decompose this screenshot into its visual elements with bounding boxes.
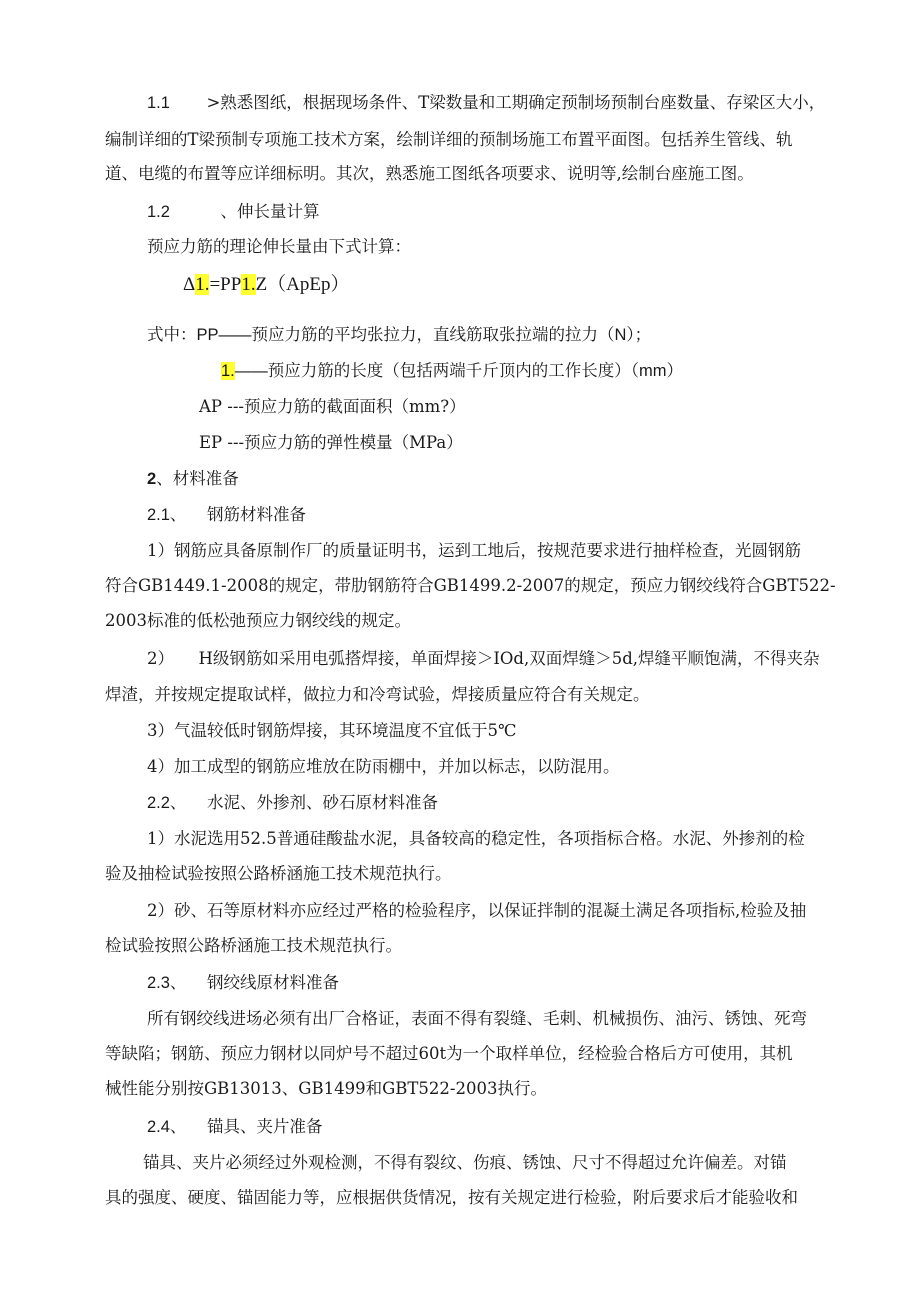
definition-text: PP——预应力筋的平均张拉力，直线筋取张拉端的拉力（N）； (196, 326, 652, 344)
definition-l (221, 360, 683, 382)
paragraph-2-2-1-line-2: 验及抽检试验按照公路桥涵施工技术规范执行。 (105, 864, 452, 883)
section-1-1-line-2: 编制详细的T梁预制专项施工技术方案，绘制详细的预制场施工布置平面图。包括养生管线、轨 (105, 130, 793, 149)
paragraph-2-1-2-line-2: 焊渣，并按规定提取试样，做拉力和冷弯试验，焊接质量应符合有关规定。 (105, 685, 650, 704)
paragraph-2-1-4: 4）加工成型的钢筋应堆放在防雨棚中，并加以标志，以防混用。 (147, 757, 620, 776)
paragraph-2-1-1-line-2: 符合GB1449.1-2008的规定，带肋钢筋符合GB1499.2-2007的规定，预应力钢绞线符合GBT522- (105, 576, 836, 595)
paragraph-2-2-1-line-1: 1）水泥选用52.5普通硅酸盐水泥，具备较高的稳定性，各项指标合格。水泥、外掺剂的检 (147, 829, 805, 848)
paragraph-2-1-3: 3）气温较低时钢筋焊接，其环境温度不宜低于5℃ (147, 721, 517, 740)
paragraph-2-1-1-line-1: 1）钢筋应具备原制作厂的质量证明书，运到工地后，按规范要求进行抽样检查，光圆钢筋 (147, 541, 801, 560)
paragraph-text: >熟悉图纸，根据现场条件、T梁数量和工期确定预制场预制台座数量、存梁区大小， (206, 93, 826, 112)
section-number: 1.2 (147, 203, 170, 221)
section-number: 2.2、 (147, 794, 187, 812)
formula-intro: 预应力筋的理论伸长量由下式计算： (147, 237, 411, 256)
section-number: 2.4、 (147, 1118, 187, 1136)
formula-part: Z（ApEp） (255, 274, 350, 295)
section-2-2-heading (147, 792, 438, 814)
section-2-3-heading (147, 972, 339, 994)
delta-symbol: Δ (183, 274, 196, 295)
highlighted-term: 1. (221, 362, 235, 380)
highlighted-term: 1. (195, 274, 210, 295)
formula-part: =PP (209, 274, 242, 295)
paragraph-2-1-2-line-1 (147, 648, 820, 670)
section-title: 钢筋材料准备 (206, 505, 306, 524)
elongation-formula (183, 274, 350, 296)
paragraph-2-4-line-1: 锚具、夹片必须经过外观检测，不得有裂纹、伤痕、锈蚀、尺寸不得超过允许偏差。对锚 (143, 1153, 787, 1172)
section-number: 1.1 (147, 94, 170, 112)
paragraph-2-3-line-1: 所有钢绞线进场必须有出厂合格证，表面不得有裂缝、毛刺、机械损伤、油污、锈蚀、死弯 (147, 1009, 807, 1028)
section-2-heading (147, 468, 239, 490)
definition-pp (147, 324, 651, 346)
definition-ap: AP ---预应力筋的截面面积（mm?） (199, 397, 466, 416)
section-number: 2.3、 (147, 974, 187, 992)
section-1-1-line-3: 道、电缆的布置等应详细标明。其次，熟悉施工图纸各项要求、说明等,绘制台座施工图。 (105, 164, 754, 183)
definition-text: ——预应力筋的长度（包括两端千斤顶内的工作长度）（mm） (234, 362, 684, 380)
section-title: 钢绞线原材料准备 (206, 973, 339, 992)
section-2-1-heading (147, 504, 306, 526)
highlighted-term: 1. (241, 274, 256, 295)
section-title: 水泥、外掺剂、砂石原材料准备 (206, 793, 438, 812)
paragraph-2-1-1-line-3: 2003标准的低松弛预应力钢绞线的规定。 (105, 611, 411, 630)
section-number: 2 (147, 470, 157, 488)
section-2-4-heading (147, 1116, 322, 1138)
section-1-1-line-1 (147, 92, 825, 114)
paragraph-2-3-line-3: 械性能分别按GB13013、GB1499和GBT522-2003执行。 (105, 1079, 547, 1098)
paragraph-2-2-2-line-1: 2）砂、石等原材料亦应经过严格的检验程序，以保证拌制的混凝土满足各项指标,检验及抽 (147, 901, 807, 920)
section-1-2-heading (147, 201, 319, 223)
paragraph-text: H级钢筋如采用电弧搭焊接，单面焊接＞IOd,双面焊缝＞5d,焊缝平顺饱满，不得夹杂 (198, 649, 820, 668)
item-number: 2） (147, 649, 174, 668)
section-number: 2.1、 (147, 506, 187, 524)
section-title: 锚具、夹片准备 (206, 1117, 323, 1136)
paragraph-2-2-2-line-2: 检试验按照公路桥涵施工技术规范执行。 (105, 936, 402, 955)
definition-prefix: 式中： (147, 325, 197, 344)
paragraph-2-3-line-2: 等缺陷；钢筋、预应力钢材以同炉号不超过60t为一个取样单位，经检验合格后方可使用，其机 (105, 1044, 793, 1063)
section-title: 、伸长量计算 (220, 202, 320, 221)
definition-ep: EP ---预应力筋的弹性模量（MPa） (199, 433, 463, 452)
section-title: 、材料准备 (156, 469, 239, 488)
paragraph-2-4-line-2: 具的强度、硬度、锚固能力等，应根据供货情况，按有关规定进行检验，附后要求后才能验收和 (105, 1188, 798, 1207)
